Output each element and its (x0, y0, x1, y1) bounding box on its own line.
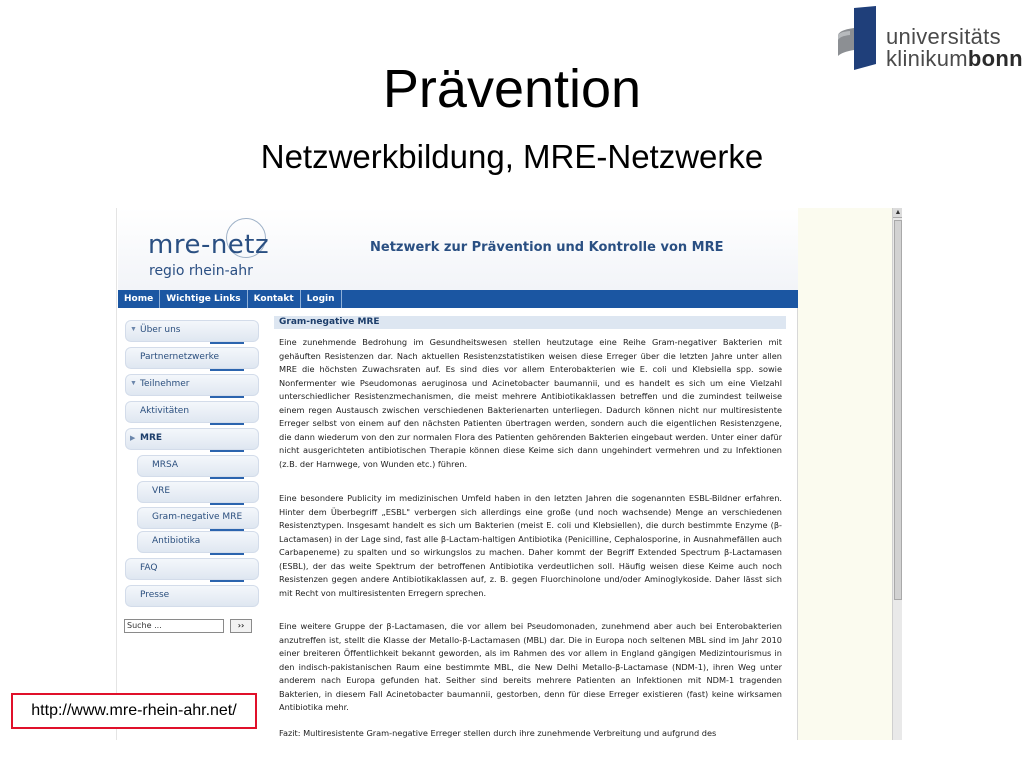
sidebar-divider (210, 396, 244, 398)
sidebar-item-mre[interactable] (125, 428, 259, 450)
university-logo-mark-icon (836, 6, 884, 74)
sidebar-item-presse[interactable] (125, 585, 259, 607)
chevron-down-icon: ▼ (130, 380, 137, 387)
slide-title: Prävention (382, 59, 642, 119)
chevron-right-icon: ▶ (130, 435, 136, 442)
nav-kontakt[interactable]: Kontakt (248, 290, 301, 308)
university-logo-klinikum: klinikum (886, 46, 968, 71)
content-paragraph-4: Fazit: Multiresistente Gram-negative Erreger stellen durch ihre zunehmende Verbreitung und aufgrund des (279, 728, 717, 738)
content-paragraph-3: Eine weitere Gruppe der β-Lactamasen, die vor allem bei Pseudomonaden, zunehmend aber auch bei Enterobakterien anzutreffen ist, stellt die Klasse der Metallo-β-Lactamasen (MBL) dar. Die in Europa noch seltenen MBL sind im Jahr 2010 einer breiteren Öffentlichkeit bekannt geworden, als im Rahmen des vor allem in England gängigen Medizintourismus in den indisch-pakistanischen Raum eine bestimmte MBL, die New Delhi Metallo-β-Lactamase (NDM-1), ihren Weg unter anderem nach Europa gefunden hat. Seither sind bereits mehrere Patienten an Infektionen mit NDM-1 tragenden Bakterien, in diesem Fall Acinetobacter baumannii, gestorben, denn für diese Erreger existieren (fast) keine wirksamen Antibiotika mehr. (279, 621, 782, 712)
content-paragraph-1: Eine zunehmende Bedrohung im Gesundheitswesen stellen heutzutage eine Reihe Gram-negativer Bakterien mit gehäuften Resistenzen dar. Nach aktuellen Resistenzstatistiken weisen diese Erreger über die letzten Jahre unter allen MRE die höchsten Zuwachsraten auf. Es sind dies vor allem Enterobakterien wie E. coli und Klebsiella spp. sowie Nonfermenter wie Pseudomonas aeruginosa und Acinetobacter baumannii, und es handelt es sich um eine Vielzahl unterschiedlicher Resistenzmechanismen, die meist mehrere Antibiotikaklassen betreffen und die zumindest teilweise einem regen Austausch zwischen verschiedenen Bakterienarten unterliegen. Dadurch können nicht nur multiresistente Erreger selbst von einem auf den nächsten Patienten übertragen werden, sondern auch die eigentlichen Resistenzgene, die dann wiederum von den zur normalen Flora des Patienten gehörenden Bakterien eingebaut werden. Unter einer dafür nicht ausgerichteten antibiotischen Therapie können diese Keime sich dann ungehindert vermehren und zu Infektionen (z.B. der Harnwege, von Wunden etc.) führen. (279, 337, 782, 469)
vertical-scrollbar[interactable] (892, 208, 902, 740)
slide-subtitle: Netzwerkbildung, MRE-Netzwerke (260, 138, 764, 175)
search-button[interactable]: ›› (230, 619, 252, 633)
sidebar-item-label: MRE (140, 433, 163, 443)
nav-login[interactable]: Login (301, 290, 342, 308)
sidebar-item-partnernetzwerke[interactable] (125, 347, 259, 369)
sidebar-item-mrsa[interactable] (137, 455, 259, 477)
sidebar-item-label: Presse (140, 590, 170, 600)
sidebar-item-label: Aktivitäten (140, 406, 190, 416)
sidebar-item-label: Teilnehmer (140, 379, 190, 389)
site-header (118, 208, 798, 290)
website-screenshot (116, 208, 902, 740)
sidebar-divider (210, 553, 244, 555)
sidebar-item-label: Antibiotika (152, 536, 201, 546)
sidebar-item-label: Gram-negative MRE (152, 512, 243, 522)
sidebar-item-teilnehmer[interactable] (125, 374, 259, 396)
content-title: Gram-negative MRE (274, 316, 786, 329)
university-logo-text (886, 26, 1023, 70)
university-logo-bonn: bonn (967, 46, 1023, 71)
sidebar-item-label: FAQ (140, 563, 158, 573)
sidebar-divider (210, 450, 244, 452)
sidebar-divider (210, 503, 244, 505)
content-paragraph-2: Eine besondere Publicity im medizinischen Umfeld haben in den letzten Jahren die sogenannten ESBL-Bildner erfahren. Hinter dem Überbegriff „ESBL" verbergen sich allerdings eine große (und noch wachsende) Menge an verschiedenen Resistenztypen. Insgesamt handelt es sich um Bakterien (meist E. coli und Klebsiellen), die durch bestimmte Enzyme (β-Lactamasen) in der Lage sind, fast alle β-Lactam-haltigen Antibiotika (Penicilline, Cephalosporine, in Ausnahmefällen auch Carbapeneme) zu spalten und so wirkungslos zu machen. Daher kommt der Begriff Extended Spectrum β-Lactamasen (ESBL), der das weite Spektrum der betroffenen Antibiotika verdeutlichen soll. Häufig weisen diese Keime auch noch Resistenzen gegen andere Antibiotikaklassen auf, z. B. gegen Fluorchinolone und/oder Aminoglykoside. Daher lässt sich mit Recht von multiresistenten Erregern sprechen. (279, 493, 782, 598)
chevron-down-icon: ▼ (130, 326, 137, 333)
sidebar-divider (210, 369, 244, 371)
sidebar-item-aktivitaeten[interactable] (125, 401, 259, 423)
site-logo-subtitle: regio rhein-ahr (149, 263, 253, 279)
site-tagline: Netzwerk zur Prävention und Kontrolle von MRE (370, 240, 724, 255)
sidebar-item-gram-negative-mre[interactable] (137, 507, 259, 529)
sidebar-divider (210, 342, 244, 344)
search-input[interactable]: Suche ... (124, 619, 224, 633)
sidebar-item-label: MRSA (152, 460, 179, 470)
scrollbar-thumb[interactable] (894, 220, 902, 600)
scroll-up-arrow-icon[interactable]: ▲ (894, 209, 902, 216)
sidebar-divider (210, 580, 244, 582)
main-content (274, 316, 786, 740)
sidebar-item-label: VRE (152, 486, 171, 496)
site-navbar (118, 290, 798, 308)
sidebar-divider (210, 477, 244, 479)
sidebar-item-label: Über uns (140, 325, 181, 335)
nav-wichtige-links[interactable]: Wichtige Links (160, 290, 247, 308)
sidebar-item-vre[interactable] (137, 481, 259, 503)
sidebar-item-faq[interactable] (125, 558, 259, 580)
sidebar-item-antibiotika[interactable] (137, 531, 259, 553)
sidebar-item-label: Partnernetzwerke (140, 352, 220, 362)
university-logo-line1: universitäts (886, 24, 1001, 49)
page-background (798, 208, 892, 740)
nav-home[interactable]: Home (118, 290, 160, 308)
university-logo (836, 6, 1022, 74)
university-logo-line2 (886, 48, 1023, 70)
sidebar-item-ueber-uns[interactable] (125, 320, 259, 342)
site-logo[interactable]: mre-netz (148, 230, 270, 260)
url-caption: http://www.mre-rhein-ahr.net/ (11, 693, 257, 729)
sidebar-divider (210, 423, 244, 425)
web-page (116, 208, 798, 740)
